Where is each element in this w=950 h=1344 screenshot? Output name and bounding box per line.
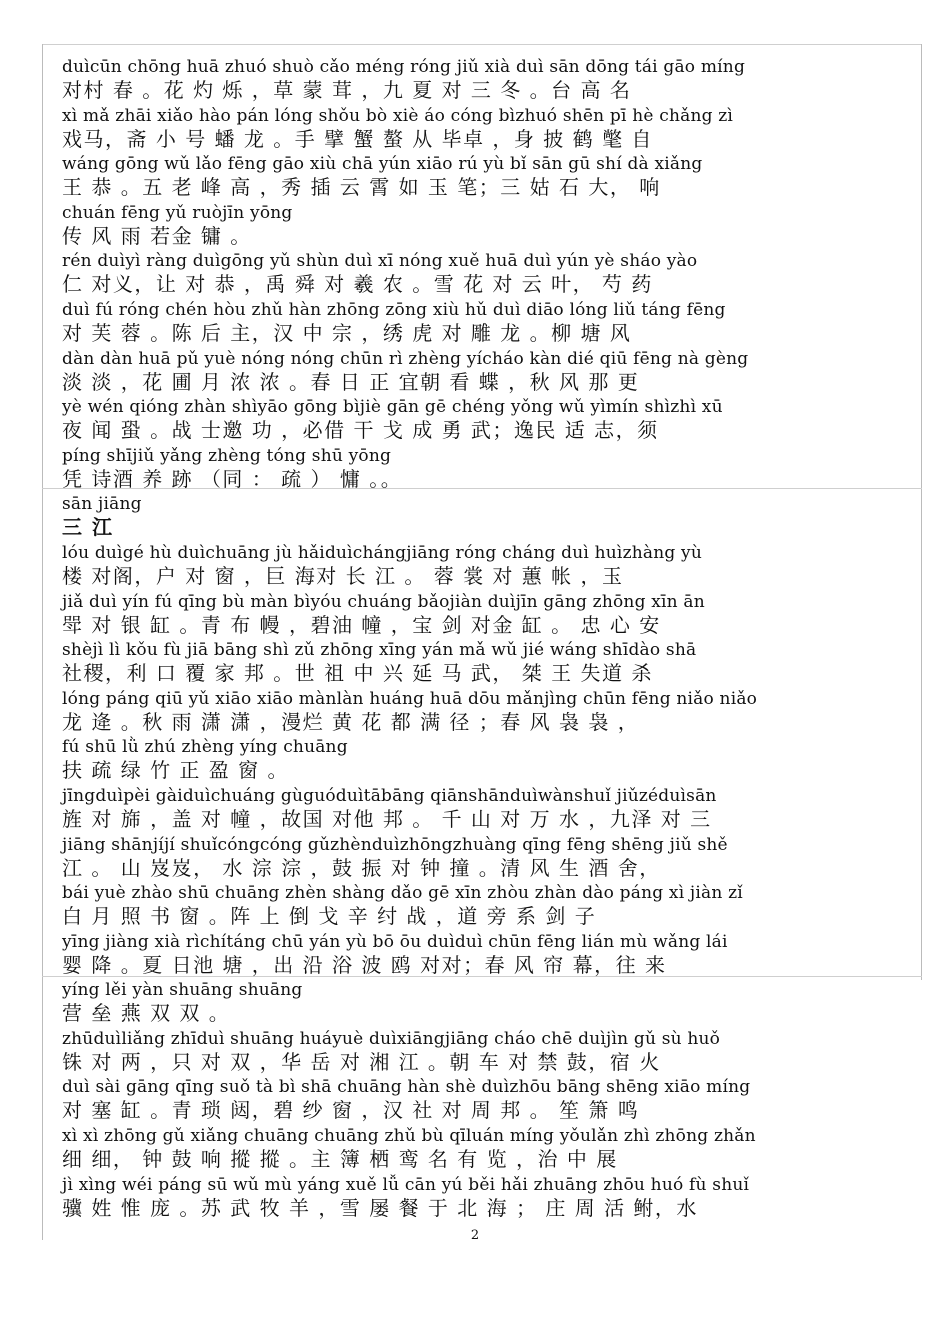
text-line	[62, 348, 902, 397]
right-margin-rule	[921, 44, 922, 980]
pinyin-line: yíng lěi yàn shuāng shuāng	[62, 980, 303, 1001]
text-line	[62, 250, 902, 299]
pinyin-line: píng shījiǔ yǎng zhèng tóng shū yōng	[62, 445, 392, 466]
hanzi-line: 淡 淡 ，花 圃 月 浓 浓 。春 日 正 宜朝 看 蝶 ，秋 风 那 更	[62, 369, 640, 394]
pinyin-line: bái yuè zhào shū chuāng zhèn shàng dǎo gē xīn zhòu zhàn dào páng xì jiàn zǐ	[62, 883, 743, 904]
hanzi-line: 铢 对 两 ，只 对 双 ，华 岳 对 湘 江 。朝 车 对 禁 鼓，宿 火	[62, 1049, 661, 1074]
page-number: 2	[470, 1228, 480, 1243]
pinyin-line: jiǎ duì yín fú qīng bù màn bìyóu chuáng bǎojiàn duìjīn gāng zhōng xīn ān	[62, 591, 705, 612]
text-line	[62, 1174, 902, 1223]
hanzi-line: 夜 闻 蛩 。战 士邀 功 ，必借 干 戈 成 勇 武；逸民 适 志，须	[62, 418, 659, 443]
text-line	[62, 1076, 902, 1125]
pinyin-line: chuán fēng yǔ ruòjīn yōng	[62, 202, 293, 223]
hanzi-line: 社稷，利 口 覆 家 邦 。世 祖 中 兴 延 马 武， 桀 王 失道 杀	[62, 661, 653, 686]
text-line	[62, 591, 902, 640]
hanzi-line: 戏马，斋 小 号 蟠 龙 。手 擘 蟹 螯 从 毕卓 ，身 披 鹤 氅 自	[62, 126, 653, 151]
text-line	[62, 202, 902, 251]
pinyin-line: xì mǎ zhāi xiǎo hào pán lóng shǒu bò xiè áo cóng bìzhuó shēn pī hè chǎng zì	[62, 105, 734, 126]
text-line	[62, 834, 902, 883]
pinyin-line: dàn dàn huā pǔ yuè nóng nóng chūn rì zhèng yícháo kàn dié qiū fēng nà gèng	[62, 348, 749, 369]
hanzi-line: 营 垒 燕 双 双 。	[62, 1001, 231, 1026]
pinyin-line: fú shū lǜ zhú zhèng yíng chuāng	[62, 737, 348, 758]
left-margin-rule	[42, 44, 43, 1240]
text-line	[62, 688, 902, 737]
pinyin-line: zhūduìliǎng zhīduì shuāng huáyuè duìxiāngjiāng cháo chē duìjìn gǔ sù huǒ	[62, 1028, 721, 1049]
text-line	[62, 931, 902, 980]
hanzi-line: 扶 疏 绿 竹 正 盈 窗 。	[62, 758, 290, 783]
text-line	[62, 882, 902, 931]
pinyin-line: duì fú róng chén hòu zhǔ hàn zhōng zōng xiù hǔ duì diāo lóng liǔ táng fēng	[62, 299, 726, 320]
hanzi-line: 王 恭 。五 老 峰 高 ，秀 插 云 霄 如 玉 笔；三 姑 石 大， 响	[62, 175, 661, 200]
pinyin-line: wáng gōng wǔ lǎo fēng gāo xiù chā yún xiāo rú yù bǐ sān gū shí dà xiǎng	[62, 154, 703, 175]
text-line	[62, 153, 902, 202]
text-line	[62, 396, 902, 445]
section-heading	[62, 493, 902, 542]
text-line	[62, 105, 902, 154]
text-line	[62, 639, 902, 688]
pinyin-line: duìcūn chōng huā zhuó shuò cǎo méng róng jiǔ xià duì sān dōng tái gāo míng	[62, 57, 746, 77]
hanzi-line: 对 塞 缸 。青 琐 闼，碧 纱 窗 ，汉 社 对 周 邦 。 笙 箫 鸣	[62, 1098, 640, 1123]
pinyin-line: jīngduìpèi gàiduìchuáng gùguóduìtābāng qiānshānduìwànshuǐ jiǔzéduìsān	[62, 785, 717, 806]
pinyin-line: jì xìng wéi páng sū wǔ mù yáng xuě lǚ cān yú běi hǎi zhuāng zhōu huó fù shuǐ	[62, 1174, 750, 1195]
hanzi-line: 传 风 雨 若金 镛 。	[62, 223, 252, 248]
pinyin-line: shèjì lì kǒu fù jiā bāng shì zǔ zhōng xīng yán mǎ wǔ jié wáng shīdào shā	[62, 640, 697, 661]
text-line	[62, 785, 902, 834]
hanzi-line: 细 细， 钟 鼓 响 摐 摐 。主 簿 栖 鸾 名 有 览 ，治 中 展	[62, 1147, 618, 1172]
text-line	[62, 736, 902, 785]
pinyin-line: rén duìyì ràng duìgōng yǔ shùn duì xī nóng xuě huā duì yún yè sháo yào	[62, 251, 698, 272]
text-line	[62, 1125, 902, 1174]
hanzi-line: 骥 姓 惟 庞 。苏 武 牧 羊 ，雪 屡 餐 于 北 海 ； 庄 周 活 鲋，水	[62, 1195, 698, 1220]
text-line	[62, 445, 902, 494]
text-line	[62, 299, 902, 348]
hanzi-line: 白 月 照 书 窗 。阵 上 倒 戈 辛 纣 战 ，道 旁 系 剑 子	[62, 904, 597, 929]
hanzi-line: 凭 诗酒 养 跡 （同 ： 疏 ） 慵 。。	[62, 466, 403, 491]
pinyin-line: xì xì zhōng gǔ xiǎng chuāng chuāng zhǔ bù qīluán míng yǒulǎn zhì zhōng zhǎn	[62, 1126, 756, 1147]
pinyin-line: jiāng shānjíjí shuǐcóngcóng gǔzhènduìzhōngzhuàng qīng fēng shēng jiǔ shě	[62, 834, 728, 855]
text-line	[62, 979, 902, 1028]
top-rule	[42, 44, 922, 45]
pinyin-line: sān jiāng	[62, 494, 142, 515]
text-body	[62, 56, 902, 1222]
hanzi-line: 斝 对 银 缸 。青 布 幔 ，碧油 幢 ，宝 剑 对金 缸 。 忠 心 安	[62, 612, 661, 637]
pinyin-line: yè wén qióng zhàn shìyāo gōng bìjiè gān gē chéng yǒng wǔ yìmín shìzhì xū	[62, 397, 723, 418]
hanzi-line: 江 。 山 岌岌， 水 淙 淙 ，鼓 振 对 钟 撞 。清 风 生 酒 舍，	[62, 855, 661, 880]
text-line	[62, 542, 902, 591]
hanzi-line: 三 江	[62, 515, 114, 540]
pinyin-line: duì sài gāng qīng suǒ tà bì shā chuāng hàn shè duìzhōu bāng shēng xiāo míng	[62, 1077, 751, 1098]
pinyin-line: lóng páng qiū yǔ xiāo xiāo mànlàn huáng huā dōu mǎnjìng chūn fēng niǎo niǎo	[62, 688, 758, 709]
hanzi-line: 龙 逄 。秋 雨 潇 潇 ，漫烂 黄 花 都 满 径 ；春 风 袅 袅 ，	[62, 709, 640, 734]
text-line	[62, 1028, 902, 1077]
hanzi-line: 对村 春 。花 灼 烁 ，草 蒙 茸 ，九 夏 对 三 冬 。台 高 名	[62, 78, 632, 102]
text-line	[62, 56, 902, 105]
hanzi-line: 婴 降 。夏 日池 塘 ，出 沿 浴 波 鸥 对对；春 风 帘 幕，往 来	[62, 952, 667, 977]
hanzi-line: 旌 对 旆 ，盖 对 幢 ，故国 对他 邦 。 千 山 对 万 水 ，九泽 对 三	[62, 806, 712, 831]
hanzi-line: 楼 对阁，户 对 窗 ，巨 海对 长 江 。 蓉 裳 对 蕙 帐 ，玉	[62, 563, 624, 588]
pinyin-line: yīng jiàng xià rìchítáng chū yán yù bō ōu duìduì chūn fēng lián mù wǎng lái	[62, 931, 728, 952]
hanzi-line: 仁 对义，让 对 恭 ，禹 舜 对 羲 农 。雪 花 对 云 叶， 芍 药	[62, 272, 653, 297]
pinyin-line: lóu duìgé hù duìchuāng jù hǎiduìchángjiāng róng cháng duì huìzhàng yù	[62, 542, 702, 563]
hanzi-line: 对 芙 蓉 。陈 后 主，汉 中 宗 ，绣 虎 对 雕 龙 。柳 塘 风	[62, 320, 632, 345]
